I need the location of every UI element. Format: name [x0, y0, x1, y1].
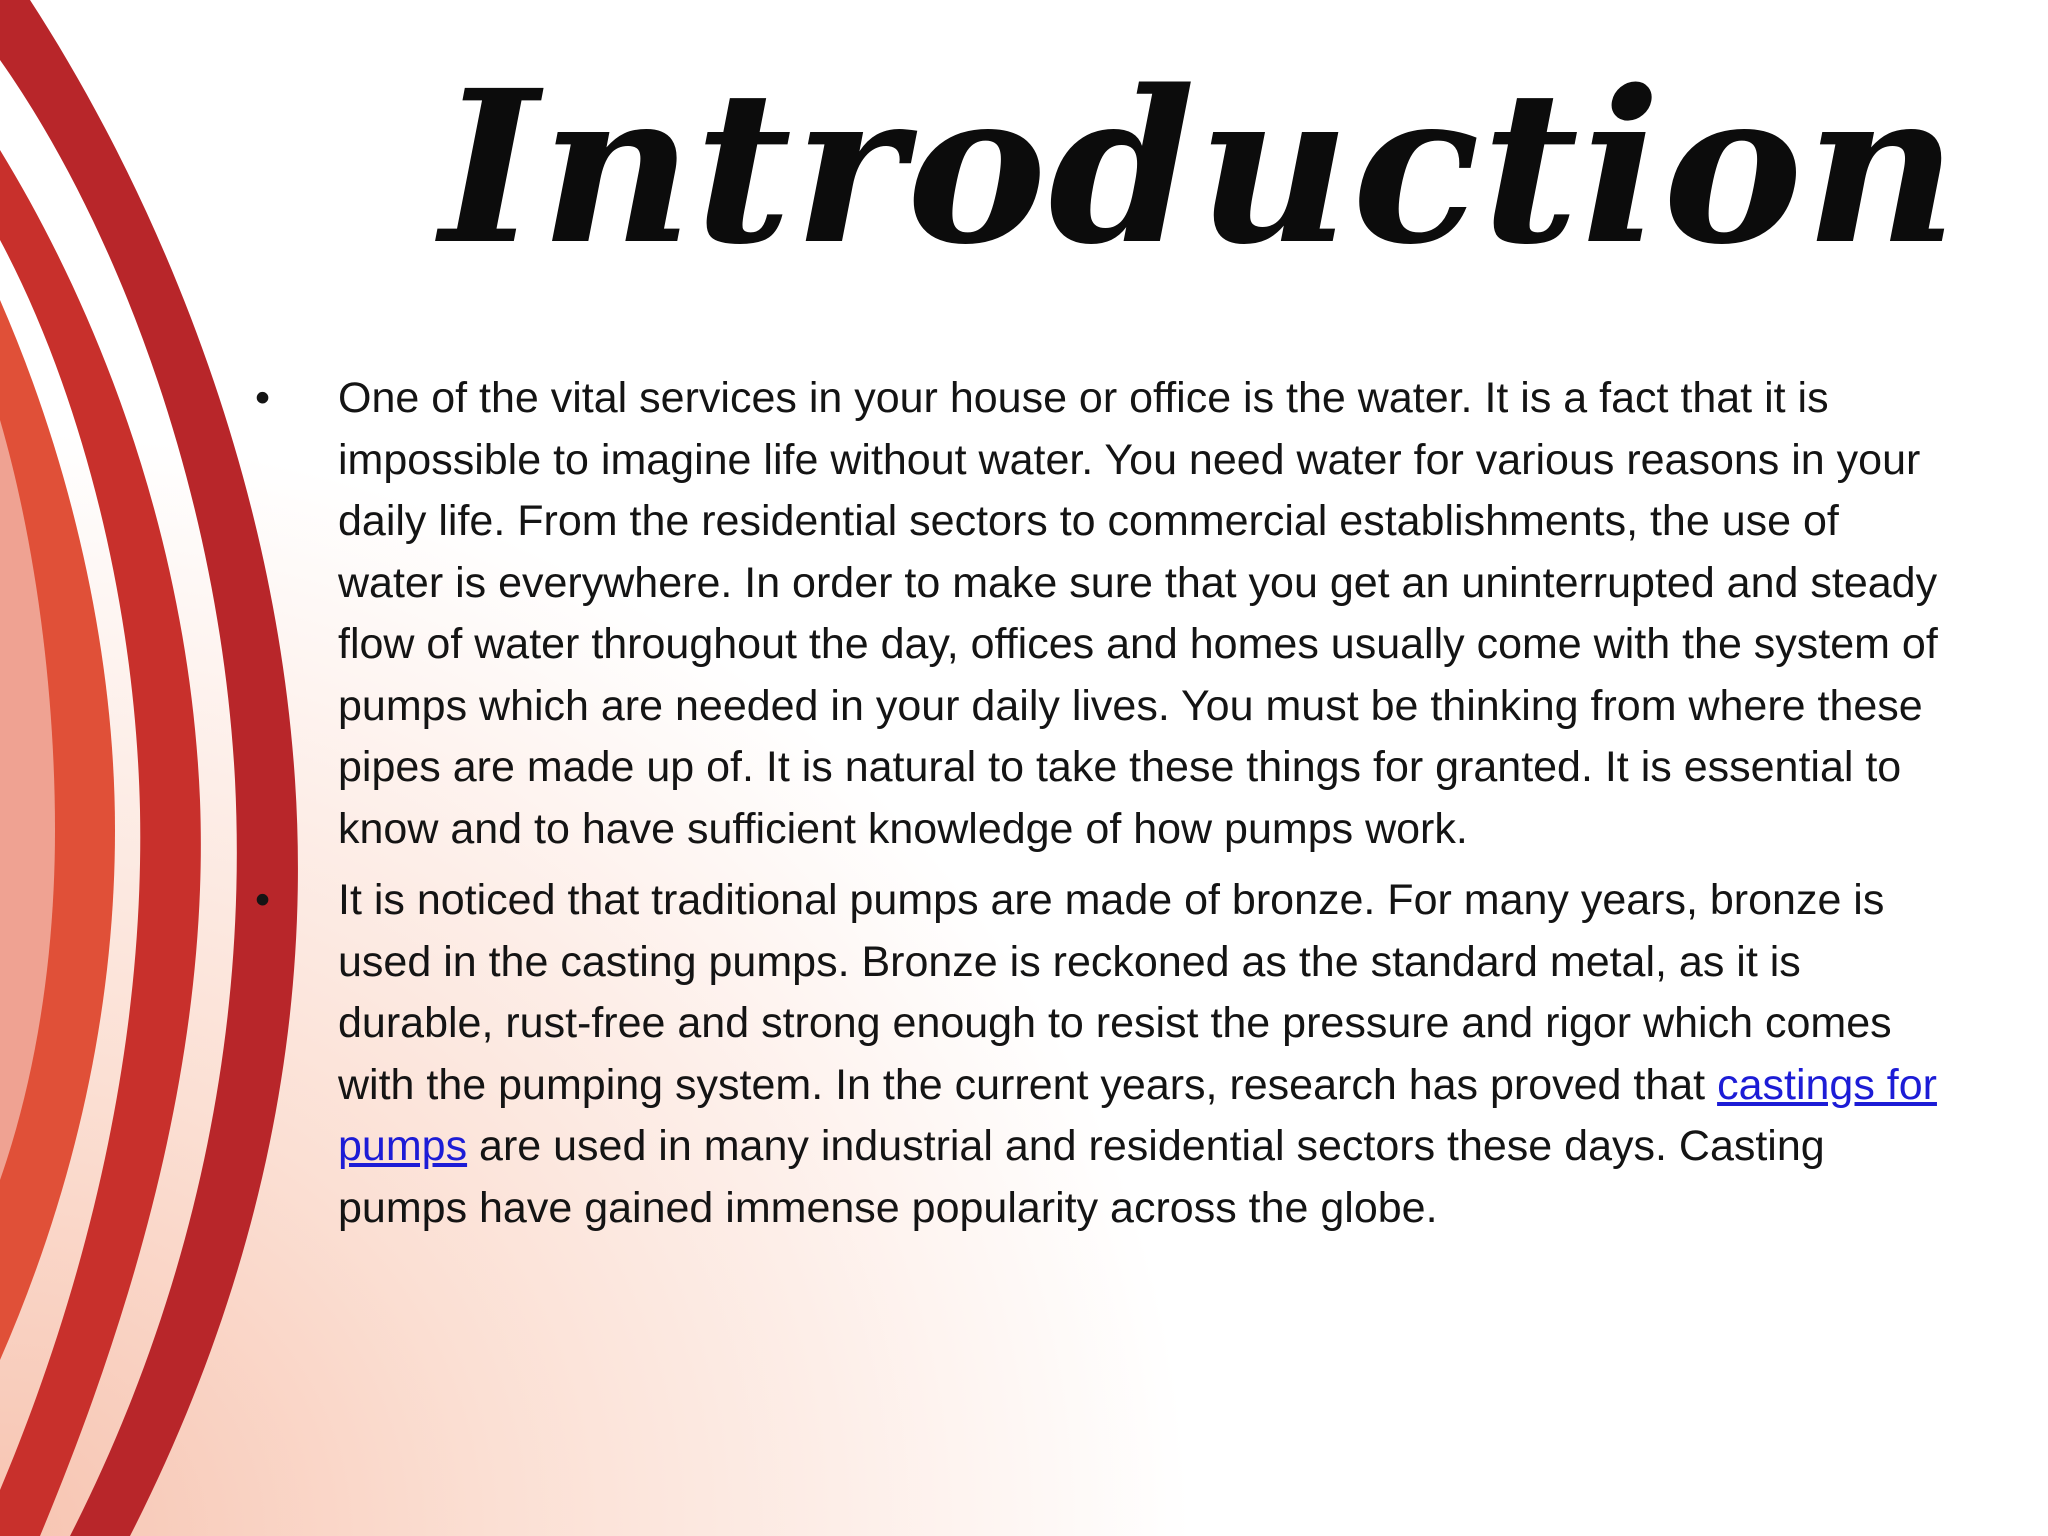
bullet-dot: •: [255, 374, 271, 422]
castings-for-pumps-link[interactable]: castings for pumps: [338, 1060, 1937, 1170]
bullet-item: [255, 368, 1945, 860]
slide-title: Introduction: [440, 44, 1960, 291]
bullet-text-before-link: It is noticed that traditional pumps are made of bronze. For many years, bronze is used in the casting pumps. Bronze is reckoned as the standard metal, as it is durable, rust-free and strong enough to resist the pressure and rigor which comes with the pumping system. In the current years, research has proved that: [338, 876, 1892, 1109]
bullet-list: [255, 368, 1945, 1249]
bullet-text-after-link: are used in many industrial and residential sectors these days. Casting pumps have gained immense popularity across the globe.: [338, 1122, 1825, 1232]
bullet-item: [255, 870, 1945, 1239]
bullet-text: One of the vital services in your house or office is the water. It is a fact that it is impossible to imagine life without water. You need water for various reasons in your daily life. From the residential sectors to commercial establishments, the use of water is everywhere. In order to make sure that you get an uninterrupted and steady flow of water throughout the day, offices and homes usually come with the system of pumps which are needed in your daily lives. You must be thinking from where these pipes are made up of. It is natural to take these things for granted. It is essential to know and to have sufficient knowledge of how pumps work.: [338, 374, 1938, 853]
bullet-dot: •: [255, 876, 271, 924]
bullet-text: [338, 876, 1937, 1232]
